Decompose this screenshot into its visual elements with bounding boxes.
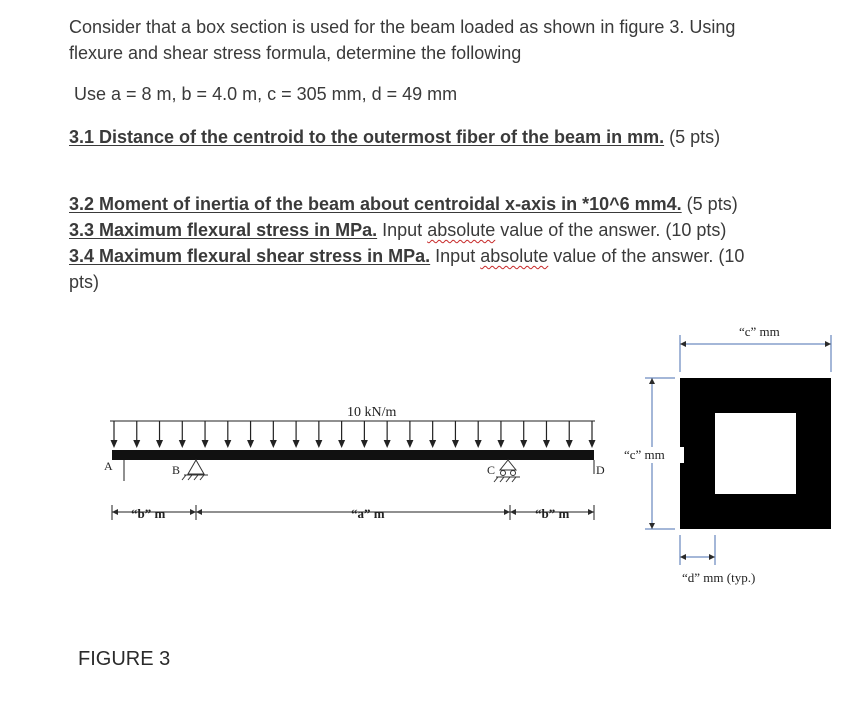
given-values: Use a = 8 m, b = 4.0 m, c = 305 mm, d = 49 mm bbox=[74, 84, 458, 104]
dim-c-top-label: “c” mm bbox=[739, 324, 780, 339]
question-3-1-title: 3.1 Distance of the centroid to the outermost fiber of the beam in mm. bbox=[69, 127, 665, 147]
question-3-4-post: value of the answer. (10 bbox=[548, 246, 745, 266]
thickness-dimension bbox=[680, 535, 715, 565]
dim-a-label: “a” m bbox=[351, 506, 385, 521]
load-arrow-head bbox=[247, 440, 254, 448]
load-arrow-head bbox=[497, 440, 504, 448]
load-arrow-head bbox=[111, 440, 118, 448]
question-3-2-title: 3.2 Moment of inertia of the beam about centroidal x-axis in *10^6 mm4. bbox=[69, 194, 682, 214]
question-3-4-title: 3.4 Maximum flexural shear stress in MPa. bbox=[69, 246, 431, 266]
load-arrow-head bbox=[406, 440, 413, 448]
load-arrow-head bbox=[543, 440, 550, 448]
point-d-label: D bbox=[596, 463, 605, 477]
beam bbox=[112, 450, 594, 460]
question-3-2-points: (5 pts) bbox=[681, 194, 738, 214]
load-arrow-head bbox=[315, 440, 322, 448]
box-cross-section bbox=[680, 378, 831, 529]
load-arrow-head bbox=[361, 440, 368, 448]
dim-b-left-label: “b” m bbox=[131, 506, 166, 521]
question-3-3-absolute: absolute bbox=[427, 220, 496, 240]
load-arrow-head bbox=[566, 440, 573, 448]
load-arrow-head bbox=[475, 440, 482, 448]
load-arrow-head bbox=[338, 440, 345, 448]
point-c-label: C bbox=[487, 463, 496, 477]
question-3-4-pre: Input bbox=[430, 246, 481, 266]
load-arrow-head bbox=[270, 440, 277, 448]
dim-c-side-label: “c” mm bbox=[624, 447, 665, 462]
question-3-3-pre: Input bbox=[377, 220, 428, 240]
load-arrow-head bbox=[156, 440, 163, 448]
question-3-4-absolute: absolute bbox=[480, 246, 549, 266]
load-arrow-head bbox=[452, 440, 459, 448]
load-arrow-head bbox=[224, 440, 231, 448]
question-3-1-points: (5 pts) bbox=[664, 127, 721, 147]
support-c-roller bbox=[494, 460, 520, 482]
load-arrow-head bbox=[179, 440, 186, 448]
intro-line-2: flexure and shear stress formula, determine the following bbox=[69, 43, 522, 63]
figure-caption: FIGURE 3 bbox=[78, 648, 171, 670]
load-arrow-head bbox=[520, 440, 527, 448]
load-label: 10 kN/m bbox=[347, 405, 397, 420]
question-3-4-continued: pts) bbox=[69, 272, 100, 292]
point-b-label: B bbox=[172, 463, 181, 477]
dim-b-right-label: “b” m bbox=[535, 506, 570, 521]
distributed-load-arrows bbox=[111, 421, 596, 448]
intro-line-1: Consider that a box section is used for the beam loaded as shown in figure 3. Using bbox=[69, 17, 736, 37]
load-arrow-head bbox=[589, 440, 596, 448]
load-arrow-head bbox=[133, 440, 140, 448]
load-arrow-head bbox=[202, 440, 209, 448]
load-arrow-head bbox=[293, 440, 300, 448]
load-arrow-head bbox=[384, 440, 391, 448]
load-arrow-head bbox=[429, 440, 436, 448]
width-dimension bbox=[680, 335, 831, 372]
dim-d-label: “d” mm (typ.) bbox=[682, 570, 756, 585]
point-a-label: A bbox=[104, 459, 113, 473]
question-3-3-post: value of the answer. (10 pts) bbox=[495, 220, 727, 240]
support-b-pin bbox=[182, 460, 208, 480]
question-3-3-title: 3.3 Maximum flexural stress in MPa. bbox=[69, 220, 378, 240]
